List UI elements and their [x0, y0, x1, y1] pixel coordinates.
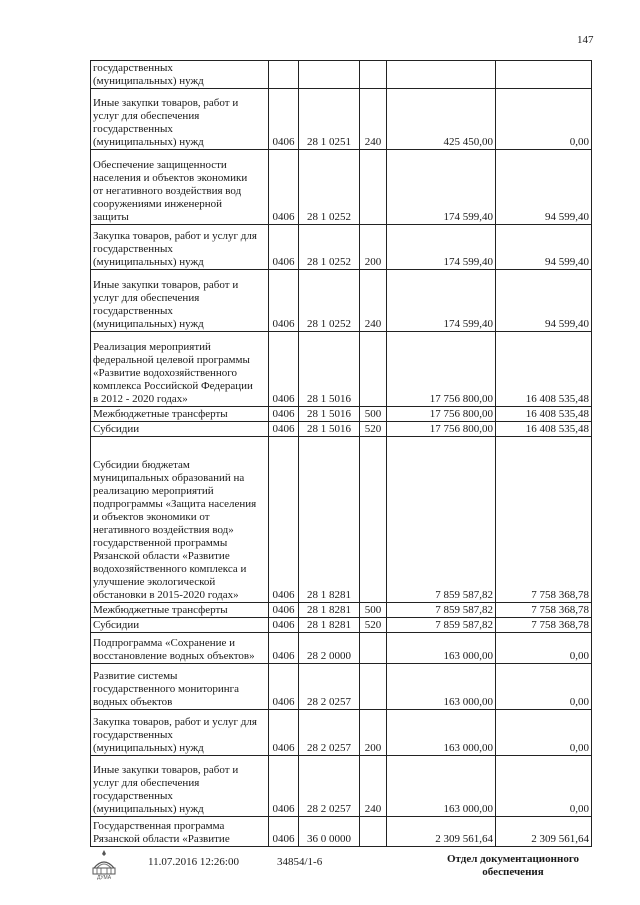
- logo-text: ДУМА: [96, 875, 112, 880]
- row-name: Субсидии: [91, 618, 269, 633]
- budget-table: [90, 60, 592, 847]
- row-name: Иные закупки товаров, работ и услуг для обеспечения государственных (муниципальных) нужд: [91, 756, 269, 817]
- row-section: 0406: [269, 633, 299, 664]
- row-kind: 240: [360, 270, 387, 332]
- table-row: [91, 710, 592, 756]
- row-kind: 240: [360, 756, 387, 817]
- row-section: 0406: [269, 603, 299, 618]
- row-kind: 520: [360, 618, 387, 633]
- row-amount-2016: 17 756 800,00: [387, 407, 496, 422]
- row-section: 0406: [269, 407, 299, 422]
- row-name: государственных (муниципальных) нужд: [91, 61, 269, 89]
- row-section: 0406: [269, 150, 299, 225]
- row-kind: 500: [360, 407, 387, 422]
- row-amount-exec: 7 758 368,78: [496, 603, 592, 618]
- table-row: [91, 332, 592, 407]
- table-row: [91, 437, 592, 603]
- row-target: [299, 61, 360, 89]
- row-amount-exec: 16 408 535,48: [496, 422, 592, 437]
- row-name: Субсидии: [91, 422, 269, 437]
- row-target: 28 2 0257: [299, 664, 360, 710]
- row-amount-exec: 16 408 535,48: [496, 407, 592, 422]
- row-amount-exec: [496, 61, 592, 89]
- row-target: 28 1 5016: [299, 407, 360, 422]
- row-amount-2016: 174 599,40: [387, 225, 496, 270]
- row-amount-exec: 7 758 368,78: [496, 437, 592, 603]
- row-target: 28 1 5016: [299, 422, 360, 437]
- row-section: 0406: [269, 437, 299, 603]
- row-amount-2016: 425 450,00: [387, 89, 496, 150]
- row-section: 0406: [269, 422, 299, 437]
- row-target: 28 2 0257: [299, 710, 360, 756]
- row-target: 36 0 0000: [299, 817, 360, 847]
- row-amount-2016: 17 756 800,00: [387, 422, 496, 437]
- row-target: 28 1 0251: [299, 89, 360, 150]
- footer-department-line1: Отдел документационного: [446, 853, 580, 865]
- row-name: Государственная программа Рязанской области «Развитие: [91, 817, 269, 847]
- row-amount-exec: 94 599,40: [496, 150, 592, 225]
- row-section: 0406: [269, 664, 299, 710]
- row-kind: 200: [360, 710, 387, 756]
- row-amount-exec: 7 758 368,78: [496, 618, 592, 633]
- row-target: 28 1 8281: [299, 603, 360, 618]
- table-row: [91, 89, 592, 150]
- row-name: Межбюджетные трансферты: [91, 407, 269, 422]
- row-target: 28 1 0252: [299, 225, 360, 270]
- row-name: Закупка товаров, работ и услуг для государственных (муниципальных) нужд: [91, 710, 269, 756]
- row-amount-2016: 17 756 800,00: [387, 332, 496, 407]
- row-amount-2016: 7 859 587,82: [387, 603, 496, 618]
- row-section: 0406: [269, 817, 299, 847]
- row-amount-2016: [387, 61, 496, 89]
- row-name: Подпрограмма «Сохранение и восстановление водных объектов»: [91, 633, 269, 664]
- row-target: 28 1 8281: [299, 618, 360, 633]
- row-amount-2016: 7 859 587,82: [387, 618, 496, 633]
- row-target: 28 1 5016: [299, 332, 360, 407]
- row-kind: 200: [360, 225, 387, 270]
- row-target: 28 1 0252: [299, 270, 360, 332]
- row-section: 0406: [269, 225, 299, 270]
- row-section: 0406: [269, 270, 299, 332]
- footer-datetime: 11.07.2016 12:26:00: [148, 856, 239, 868]
- row-amount-2016: 174 599,40: [387, 150, 496, 225]
- table-row: [91, 150, 592, 225]
- table-row: [91, 633, 592, 664]
- footer-doc-number: 34854/1-6: [277, 856, 323, 868]
- row-name: Иные закупки товаров, работ и услуг для обеспечения государственных (муниципальных) нужд: [91, 89, 269, 150]
- table-row: [91, 664, 592, 710]
- row-kind: [360, 332, 387, 407]
- row-amount-2016: 163 000,00: [387, 664, 496, 710]
- row-name: Межбюджетные трансферты: [91, 603, 269, 618]
- row-amount-exec: 94 599,40: [496, 270, 592, 332]
- row-kind: [360, 437, 387, 603]
- row-name: Реализация мероприятий федеральной целевой программы «Развитие водохозяйственного комплекса Российской Федерации в 2012 - 2020 годах»: [91, 332, 269, 407]
- row-target: 28 2 0000: [299, 633, 360, 664]
- duma-logo-icon: [88, 848, 120, 880]
- row-amount-exec: 0,00: [496, 633, 592, 664]
- row-name: Развитие системы государственного мониторинга водных объектов: [91, 664, 269, 710]
- row-name: Субсидии бюджетам муниципальных образований на реализацию мероприятий подпрограммы «Защита населения и объектов экономики от негативного воздействия вод» государственной программы Рязанской области «Развитие водохозяйственного комплекса и улучшение экологической обстановки в 2015-2020 годах»: [91, 437, 269, 603]
- footer-department-line2: обеспечения: [482, 866, 544, 878]
- row-amount-2016: 163 000,00: [387, 710, 496, 756]
- row-kind: 500: [360, 603, 387, 618]
- row-kind: 240: [360, 89, 387, 150]
- table-row: [91, 618, 592, 633]
- table-row: [91, 225, 592, 270]
- table-row: [91, 756, 592, 817]
- table-row: [91, 817, 592, 847]
- row-section: 0406: [269, 756, 299, 817]
- row-amount-2016: 174 599,40: [387, 270, 496, 332]
- row-target: 28 2 0257: [299, 756, 360, 817]
- page-number: 147: [577, 34, 594, 46]
- row-kind: [360, 817, 387, 847]
- row-amount-2016: 163 000,00: [387, 756, 496, 817]
- table-row: [91, 61, 592, 89]
- table-row: [91, 603, 592, 618]
- row-amount-exec: 16 408 535,48: [496, 332, 592, 407]
- table-row: [91, 407, 592, 422]
- row-name: Закупка товаров, работ и услуг для государственных (муниципальных) нужд: [91, 225, 269, 270]
- footer-department: [438, 853, 588, 879]
- row-amount-2016: 7 859 587,82: [387, 437, 496, 603]
- row-section: 0406: [269, 332, 299, 407]
- row-kind: [360, 664, 387, 710]
- row-kind: 520: [360, 422, 387, 437]
- row-amount-exec: 0,00: [496, 664, 592, 710]
- row-name: Обеспечение защищенности населения и объектов экономики от негативного воздействия вод сооружениями инженерной защиты: [91, 150, 269, 225]
- row-section: 0406: [269, 89, 299, 150]
- row-target: 28 1 0252: [299, 150, 360, 225]
- row-kind: [360, 150, 387, 225]
- row-name: Иные закупки товаров, работ и услуг для обеспечения государственных (муниципальных) нужд: [91, 270, 269, 332]
- row-amount-exec: 0,00: [496, 756, 592, 817]
- row-section: 0406: [269, 618, 299, 633]
- row-kind: [360, 61, 387, 89]
- row-amount-exec: 0,00: [496, 89, 592, 150]
- table-row: [91, 270, 592, 332]
- row-amount-exec: 94 599,40: [496, 225, 592, 270]
- row-amount-2016: 163 000,00: [387, 633, 496, 664]
- row-section: [269, 61, 299, 89]
- row-kind: [360, 633, 387, 664]
- row-section: 0406: [269, 710, 299, 756]
- table-row: [91, 422, 592, 437]
- row-amount-exec: 2 309 561,64: [496, 817, 592, 847]
- row-amount-2016: 2 309 561,64: [387, 817, 496, 847]
- row-target: 28 1 8281: [299, 437, 360, 603]
- row-amount-exec: 0,00: [496, 710, 592, 756]
